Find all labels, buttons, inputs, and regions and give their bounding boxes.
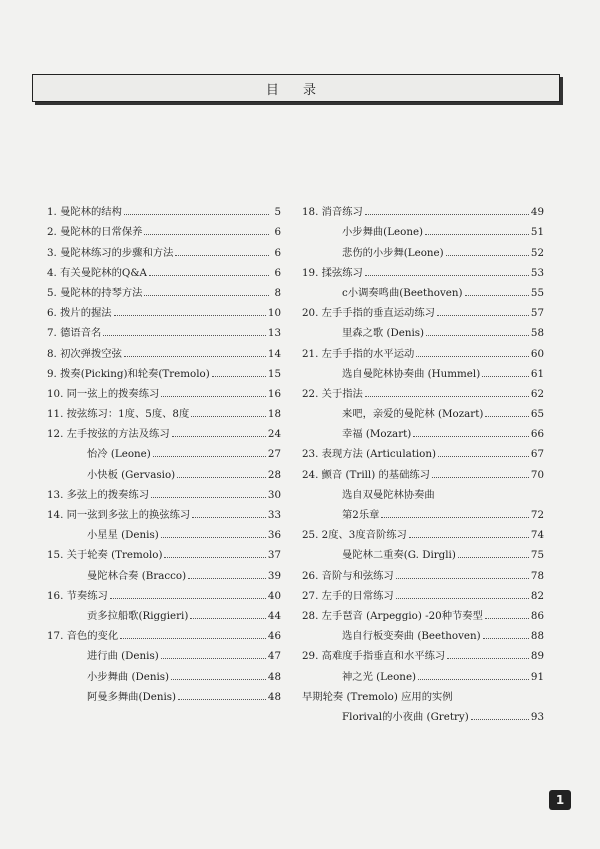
toc-entry-page: 60 — [530, 347, 544, 360]
toc-entry-page: 74 — [530, 529, 544, 542]
toc-entry-title: 贡多拉船歌(Riggieri) — [87, 609, 189, 622]
dot-leader — [365, 275, 529, 276]
toc-entry-title: 早期轮奏 (Tremolo) 应用的实例 — [302, 690, 453, 703]
toc-entry-page: 52 — [530, 246, 544, 259]
dot-leader — [482, 376, 529, 377]
toc-entry-page: 53 — [530, 266, 544, 279]
toc-entry-title: 小步舞曲 (Denis) — [87, 670, 170, 683]
toc-entry-page: 40 — [267, 589, 281, 602]
toc-entry-title: 9. 拨奏(Picking)和轮奏(Tremolo) — [47, 367, 210, 380]
toc-entry-page: 89 — [530, 650, 544, 663]
toc-subentry — [302, 319, 544, 339]
toc-entry-page: 15 — [267, 367, 281, 380]
toc-subentry — [302, 501, 544, 521]
toc-entry-page: 33 — [267, 509, 281, 521]
dot-leader — [161, 396, 266, 397]
toc-entry-page: 8 — [274, 286, 281, 299]
dot-leader — [149, 275, 269, 276]
toc-entry-page: 48 — [267, 670, 281, 683]
dot-leader — [161, 537, 266, 538]
toc-entry — [47, 319, 281, 339]
dot-leader — [120, 638, 266, 639]
toc-right-column — [302, 198, 544, 723]
toc-entry-page: 58 — [530, 327, 544, 340]
toc-entry-title: 小星星 (Denis) — [87, 529, 159, 542]
toc-subentry — [47, 683, 281, 703]
dot-leader — [426, 335, 529, 336]
toc-subentry — [302, 541, 544, 561]
toc-entry — [47, 400, 281, 420]
toc-entry-page: 51 — [530, 226, 544, 239]
toc-entry-page: 65 — [530, 408, 544, 421]
toc-entry-title: 11. 按弦练习：1度、5度、8度 — [47, 408, 190, 421]
toc-entry-page: 44 — [267, 609, 281, 622]
toc-subentry — [47, 521, 281, 541]
toc-entry-page: 91 — [530, 670, 544, 683]
dot-leader — [365, 214, 529, 215]
dot-leader — [144, 234, 269, 235]
toc-entry-page: 47 — [267, 650, 281, 663]
toc-entry — [302, 602, 544, 622]
toc-entry-page: 86 — [530, 609, 544, 622]
toc-entry — [47, 238, 281, 258]
toc-subentry — [47, 440, 281, 460]
toc-entry-title: 曼陀林二重奏(G. Dirgli) — [342, 549, 456, 562]
toc-entry — [47, 420, 281, 440]
toc-entry-page: 10 — [267, 307, 281, 320]
toc-entry — [302, 259, 544, 279]
dot-leader — [164, 557, 265, 558]
dot-leader — [190, 618, 266, 619]
page-number-badge: 1 — [549, 790, 571, 810]
toc-entry — [47, 380, 281, 400]
toc-entry-title: 选自行板变奏曲 (Beethoven) — [342, 630, 481, 643]
toc-subentry — [302, 703, 544, 723]
toc-subentry — [302, 420, 544, 440]
toc-entry-page: 27 — [267, 448, 281, 461]
toc-entry-title: 14. 同一弦到多弦上的换弦练习 — [47, 509, 191, 521]
toc-entry-title: 27. 左手的日常练习 — [302, 589, 394, 602]
toc-entry-title: 1. 曼陀林的结构 — [47, 206, 122, 219]
dot-leader — [177, 477, 266, 478]
toc-subentry — [302, 662, 544, 682]
toc-subentry — [47, 602, 281, 622]
toc-entry — [302, 582, 544, 602]
toc-entry-title: 选自曼陀林协奏曲 (Hummel) — [342, 367, 481, 380]
toc-entry-title: 16. 节奏练习 — [47, 589, 108, 602]
toc-entry-title: 小步舞曲(Leone) — [342, 226, 424, 239]
toc-entry-title: 13. 多弦上的拨奏练习 — [47, 488, 150, 501]
toc-entry-page: 46 — [267, 630, 281, 643]
dot-leader — [409, 537, 529, 538]
toc-entry-title: 悲伤的小步舞(Leone) — [342, 246, 444, 259]
toc-entry — [47, 279, 281, 299]
dot-leader — [446, 255, 529, 256]
dot-leader — [103, 335, 266, 336]
toc-entry — [47, 259, 281, 279]
toc-entry-page: 36 — [267, 529, 281, 542]
toc-subentry — [47, 561, 281, 581]
toc-subentry — [302, 218, 544, 238]
dot-leader — [458, 557, 529, 558]
dot-leader — [151, 497, 266, 498]
toc-entry — [47, 481, 281, 501]
toc-entry-page: 37 — [267, 549, 281, 562]
dot-leader — [192, 517, 266, 518]
dot-leader — [465, 295, 529, 296]
toc-entry-page: 82 — [530, 589, 544, 602]
toc-entry-page: 28 — [267, 468, 281, 481]
toc-entry-page: 49 — [530, 206, 544, 219]
toc-entry-title: 进行曲 (Denis) — [87, 650, 159, 663]
dot-leader — [485, 416, 529, 417]
toc-entry-title: 12. 左手按弦的方法及练习 — [47, 428, 170, 441]
dot-leader — [396, 578, 529, 579]
toc-entry-title: 21. 左手手指的水平运动 — [302, 347, 415, 360]
dot-leader — [153, 456, 266, 457]
dot-leader — [212, 376, 266, 377]
toc-entry-title: 选自双曼陀林协奏曲 — [342, 488, 435, 501]
toc-entry-title: 22. 关于指法 — [302, 387, 363, 400]
toc-subentry — [47, 460, 281, 480]
toc-entry — [302, 460, 544, 480]
toc-entry-page: 61 — [530, 367, 544, 380]
toc-entry — [47, 198, 281, 218]
dot-leader — [418, 679, 529, 680]
toc-entry-title: 5. 曼陀林的持琴方法 — [47, 286, 143, 299]
dot-leader — [416, 356, 529, 357]
toc-entry-title: 幸福 (Mozart) — [342, 428, 412, 441]
toc-entry — [302, 642, 544, 662]
toc-subentry — [302, 238, 544, 258]
toc-entry — [47, 501, 281, 521]
dot-leader — [110, 598, 266, 599]
toc-entry — [302, 299, 544, 319]
toc-entry-title: 4. 有关曼陀林的Q&A — [47, 266, 147, 279]
toc-entry-page: 5 — [274, 206, 281, 219]
toc-entry-page: 75 — [530, 549, 544, 562]
dot-leader — [144, 295, 269, 296]
dot-leader — [365, 396, 529, 397]
toc-entry-title: 8. 初次弹拨空弦 — [47, 347, 122, 360]
toc-entry-title: 3. 曼陀林练习的步骤和方法 — [47, 246, 174, 259]
toc-entry-title: 里森之歌 (Denis) — [342, 327, 425, 340]
toc-entry-title: 28. 左手琶音 (Arpeggio) -20种节奏型 — [302, 609, 483, 622]
dot-leader — [172, 436, 266, 437]
toc-entry-page: 88 — [530, 630, 544, 643]
toc-entry-title: 24. 颤音 (Trill) 的基础练习 — [302, 468, 430, 481]
toc-entry-page: 48 — [267, 690, 281, 703]
toc-entry-title: 第2乐章 — [342, 509, 380, 521]
toc-entry-title: 23. 表现方法 (Articulation) — [302, 448, 437, 461]
toc-entry-page: 78 — [530, 569, 544, 582]
toc-entry — [47, 339, 281, 359]
toc-entry-title: 18. 消音练习 — [302, 206, 363, 219]
toc-subentry — [47, 662, 281, 682]
toc-entry-title: 阿曼多舞曲(Denis) — [87, 690, 177, 703]
toc-entry-title: 来吧，亲爱的曼陀林 (Mozart) — [342, 408, 484, 421]
dot-leader — [171, 679, 266, 680]
toc-subentry — [302, 400, 544, 420]
toc-entry-page: 62 — [530, 387, 544, 400]
dot-leader — [471, 719, 529, 720]
toc-entry — [47, 218, 281, 238]
dot-leader — [483, 638, 529, 639]
toc-entry-page: 67 — [530, 448, 544, 461]
toc-entry-title: 6. 拨片的握法 — [47, 307, 112, 320]
toc-entry-title: 曼陀林合奏 (Bracco) — [87, 569, 187, 582]
toc-entry-page: 6 — [274, 226, 281, 239]
dot-leader — [425, 234, 529, 235]
toc-entry-title: 7. 德语音名 — [47, 327, 102, 340]
toc-subentry — [302, 622, 544, 642]
dot-leader — [396, 598, 529, 599]
toc-left-column — [47, 198, 281, 703]
toc-entry — [47, 541, 281, 561]
toc-entry-page: 16 — [267, 387, 281, 400]
toc-entry-page: 6 — [274, 266, 281, 279]
dot-leader — [447, 658, 529, 659]
toc-entry-page: 24 — [267, 428, 281, 441]
toc-header-box — [32, 74, 560, 102]
dot-leader — [413, 436, 529, 437]
toc-subentry — [302, 481, 544, 501]
dot-leader — [175, 255, 269, 256]
toc-entry-title: 25. 2度、3度音阶练习 — [302, 529, 407, 542]
dot-leader — [485, 618, 529, 619]
dot-leader — [161, 658, 266, 659]
toc-entry-page: 14 — [267, 347, 281, 360]
toc-entry-title: 怡冷 (Leone) — [87, 448, 151, 461]
toc-entry — [302, 561, 544, 581]
toc-entry-title: 17. 音色的变化 — [47, 630, 119, 643]
toc-entry-title: 29. 高难度手指垂直和水平练习 — [302, 650, 446, 663]
dot-leader — [124, 356, 266, 357]
dot-leader — [191, 416, 266, 417]
toc-entry-title: 小快板 (Gervasio) — [87, 468, 176, 481]
dot-leader — [438, 456, 529, 457]
toc-entry-title: 19. 揉弦练习 — [302, 266, 363, 279]
dot-leader — [124, 214, 269, 215]
dot-leader — [381, 517, 528, 518]
toc-entry-page: 18 — [267, 408, 281, 421]
toc-title: 目 录 — [265, 82, 327, 98]
toc-entry — [47, 582, 281, 602]
toc-entry — [47, 622, 281, 642]
toc-entry-title: 神之光 (Leone) — [342, 670, 417, 683]
toc-entry — [47, 299, 281, 319]
toc-entry — [302, 521, 544, 541]
toc-entry-title: Florival的小夜曲 (Gretry) — [342, 710, 469, 723]
toc-entry — [302, 380, 544, 400]
toc-entry-title: c小调奏鸣曲(Beethoven) — [342, 286, 463, 299]
dot-leader — [432, 477, 529, 478]
toc-entry-title: 2. 曼陀林的日常保养 — [47, 226, 143, 239]
dot-leader — [188, 578, 266, 579]
toc-subentry — [302, 279, 544, 299]
dot-leader — [178, 699, 266, 700]
toc-entry-page: 13 — [267, 327, 281, 340]
toc-entry-page: 66 — [530, 428, 544, 441]
toc-entry-page: 70 — [530, 468, 544, 481]
toc-entry — [302, 339, 544, 359]
toc-entry-title: 26. 音阶与和弦练习 — [302, 569, 394, 582]
toc-entry-page: 55 — [530, 286, 544, 299]
toc-entry — [302, 440, 544, 460]
toc-subentry — [302, 360, 544, 380]
toc-entry-page: 6 — [274, 246, 281, 259]
toc-entry-page: 57 — [530, 307, 544, 320]
toc-entry-title: 15. 关于轮奏 (Tremolo) — [47, 549, 163, 562]
toc-entry — [47, 360, 281, 380]
toc-subentry — [47, 642, 281, 662]
dot-leader — [114, 315, 266, 316]
toc-entry-page: 72 — [530, 509, 544, 521]
toc-entry-title: 20. 左手手指的垂直运动练习 — [302, 307, 435, 320]
dot-leader — [437, 315, 529, 316]
toc-entry — [302, 683, 544, 703]
toc-entry-page: 93 — [530, 710, 544, 723]
toc-entry-title: 10. 同一弦上的拨奏练习 — [47, 387, 160, 400]
toc-entry — [302, 198, 544, 218]
toc-entry-page: 39 — [267, 569, 281, 582]
toc-entry-page: 30 — [267, 488, 281, 501]
